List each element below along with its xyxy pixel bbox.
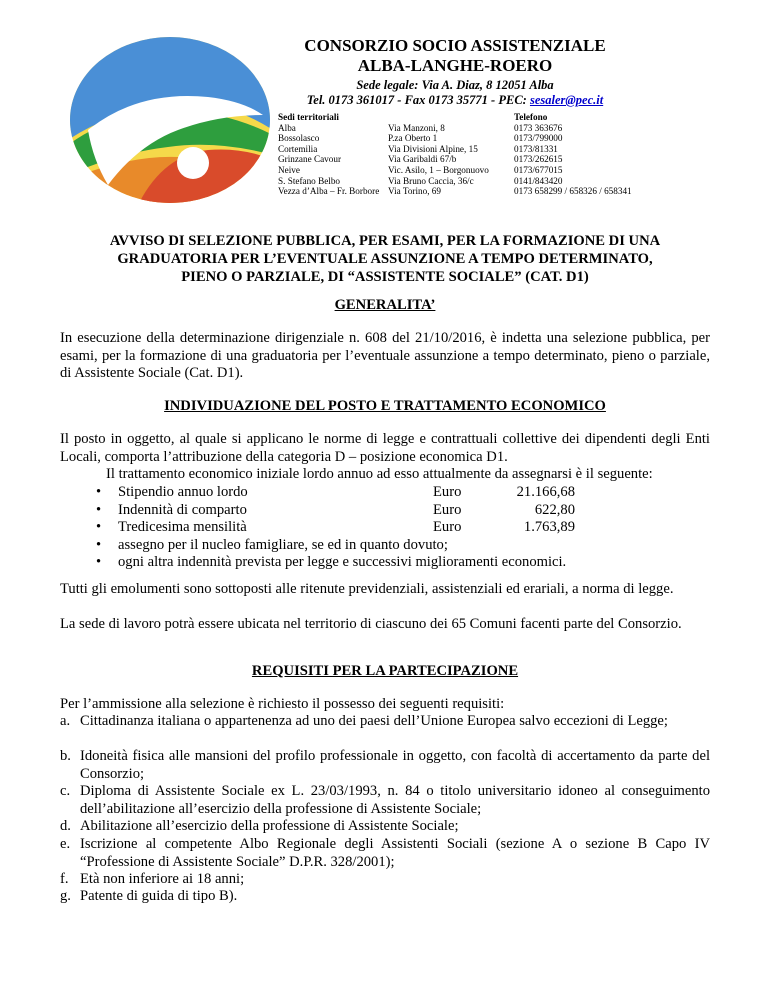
list-item: b. Idoneità fisica alle mansioni del profilo professionale in oggetto, con facoltà di accertamento da parte del Consorzio; xyxy=(60,748,710,782)
section-heading-posto: INDIVIDUAZIONE DEL POSTO E TRATTAMENTO ECONOMICO xyxy=(164,398,606,414)
section-heading-requisiti: REQUISITI PER LA PARTECIPAZIONE xyxy=(251,663,519,679)
bullet-icon: • xyxy=(96,484,102,500)
sedi-heading: Sedi territoriali xyxy=(278,112,339,122)
pec-email-link[interactable]: sesaler@pec.it xyxy=(529,93,604,107)
sede-phone: 0173/262615 xyxy=(514,154,563,165)
sede-address: Via Torino, 69 xyxy=(388,186,441,197)
sede-address: P.za Oberto 1 xyxy=(388,133,438,144)
title-line2: GRADUATORIA PER L’EVENTUALE ASSUNZIONE A TEMPO DETERMINATO, xyxy=(117,251,653,267)
org-name-line1: CONSORZIO SOCIO ASSISTENZIALE xyxy=(304,36,606,55)
salary-label: Tredicesima mensilità xyxy=(118,519,247,535)
requisiti-intro: Per l’ammissione alla selezione è richiesto il possesso dei seguenti requisiti: xyxy=(60,696,505,712)
sede-town: S. Stefano Belbo xyxy=(278,175,341,186)
contacts-line xyxy=(240,93,670,108)
telefono-heading: Telefono xyxy=(514,112,548,122)
list-item: f. Età non inferiore ai 18 anni; xyxy=(60,871,245,887)
bullet-icon: • xyxy=(96,554,102,570)
sede-phone: 0173/799000 xyxy=(514,133,563,144)
posto-text2: Il trattamento economico iniziale lordo annuo ad esso attualmente da assegnarsi è il seguente: xyxy=(106,466,653,482)
section-heading-generalita: GENERALITA’ xyxy=(334,297,436,313)
sede-address: Vic. Asilo, 1 – Borgonuovo xyxy=(388,164,489,175)
list-item: a. Cittadinanza italiana o appartenenza ad uno dei paesi dell’Unione Europea salvo eccezioni di Legge; xyxy=(60,713,668,729)
bullet-icon: • xyxy=(96,502,102,518)
extra-item: assegno per il nucleo famigliare, se ed in quanto dovuto; xyxy=(118,537,448,553)
list-item: d. Abilitazione all’esercizio della professione di Assistente Sociale; xyxy=(60,818,459,834)
bullet-icon: • xyxy=(96,537,102,553)
list-item: e. Iscrizione al competente Albo Regionale degli Assistenti Sociali (sezione A o sezione B Capo IV “Professione di Assistente Sociale” D.P.R. 328/2001); xyxy=(60,836,710,870)
contacts-prefix: Tel. 0173 361017 - Fax 0173 35771 - PEC: xyxy=(306,93,530,107)
salary-amount: 1.763,89 xyxy=(523,519,575,535)
title-line3: PIENO O PARZIALE, DI “ASSISTENTE SOCIALE” (CAT. D1) xyxy=(181,269,589,285)
sede-town: Vezza d’Alba – Fr. Borbore xyxy=(278,186,380,197)
sede-town: Bossolasco xyxy=(278,133,320,144)
sede-address: Via Garibaldi 67/b xyxy=(388,154,457,165)
sedi-towns xyxy=(278,112,379,197)
salary-currency: Euro xyxy=(433,502,462,518)
generalita-text: In esecuzione della determinazione dirigenziale n. 608 del 21/10/2016, è indetta una selezione pubblica, per esami, per la formazione di una graduatoria per l’eventuale assunzione a tempo determinato, pieno o parziale, di Assistente Sociale (Cat. D1). xyxy=(60,330,710,381)
salary-amount: 21.166,68 xyxy=(516,484,575,500)
sede-town: Alba xyxy=(278,122,296,133)
salary-currency: Euro xyxy=(433,519,462,535)
posto-text1: Il posto in oggetto, al quale si applicano le norme di legge e contrattuali collettive dei dipendenti degli Enti Locali, comporta l’attribuzione della categoria D – posizione economica D1. xyxy=(60,431,710,465)
posto-text4: La sede di lavoro potrà essere ubicata nel territorio di ciascuno dei 65 Comuni facenti parte del Consorzio. xyxy=(60,616,682,632)
salary-amount: 622,80 xyxy=(534,502,575,518)
org-name-line2: ALBA-LANGHE-ROERO xyxy=(357,56,553,75)
list-item: g. Patente di guida di tipo B). xyxy=(60,888,238,904)
sede-town: Grinzane Cavour xyxy=(278,154,342,165)
title-line1: AVVISO DI SELEZIONE PUBBLICA, PER ESAMI, PER LA FORMAZIONE DI UNA xyxy=(109,233,661,249)
sede-phone: 0173/81331 xyxy=(514,143,558,154)
posto-text3: Tutti gli emolumenti sono sottoposti alle ritenute previdenziali, assistenziali ed erariali, a norma di legge. xyxy=(60,581,674,597)
sede-phone: 0141/843420 xyxy=(514,175,563,186)
sede-address: Via Bruno Caccia, 36/c xyxy=(388,175,474,186)
sedi-addresses xyxy=(388,112,489,197)
extra-item: ogni altra indennità prevista per legge e successivi miglioramenti economici. xyxy=(118,554,567,570)
sede-address: Via Divisioni Alpine, 15 xyxy=(388,143,478,154)
sede-phone: 0173 658299 / 658326 / 658341 xyxy=(514,186,632,197)
sede-legale: Sede legale: Via A. Diaz, 8 12051 Alba xyxy=(356,78,554,92)
sede-phone: 0173/677015 xyxy=(514,164,563,175)
salary-label: Stipendio annuo lordo xyxy=(118,484,248,500)
sedi-phones xyxy=(514,112,632,197)
document-title xyxy=(60,232,710,286)
salary-label: Indennità di comparto xyxy=(118,502,247,518)
salary-currency: Euro xyxy=(433,484,462,500)
sede-town: Cortemilia xyxy=(278,143,318,154)
list-item: c. Diploma di Assistente Sociale ex L. 23/03/1993, n. 84 o titolo universitario idoneo al conseguimento dell’abilitazione all’esercizio della professione di Assistente Sociale; xyxy=(60,783,710,817)
sede-address: Via Manzoni, 8 xyxy=(388,122,445,133)
sede-phone: 0173 363676 xyxy=(514,122,563,133)
sede-town: Neive xyxy=(278,164,300,175)
bullet-icon: • xyxy=(96,519,102,535)
